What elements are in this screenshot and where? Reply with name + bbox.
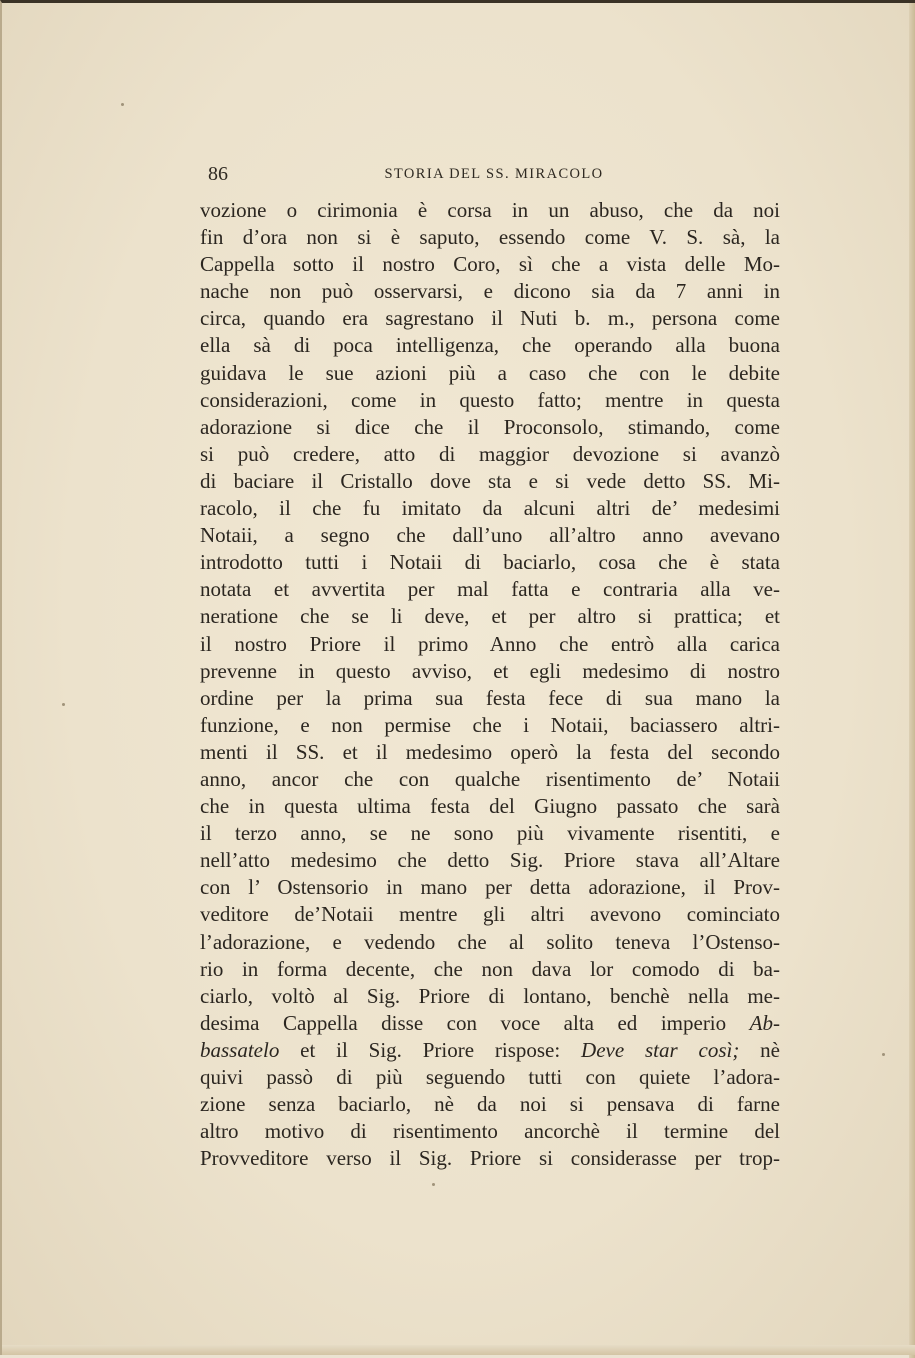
text-line: nell’atto medesimo che detto Sig. Priore stava all’Altare	[200, 848, 780, 873]
text-line: adorazione si dice che il Proconsolo, stimando, come	[200, 414, 780, 439]
running-title: STORIA DEL SS. MIRACOLO	[384, 166, 604, 182]
paper-speck	[882, 1053, 885, 1056]
text-line: ciarlo, voltò al Sig. Priore di lontano, benchè nella me-	[200, 983, 780, 1008]
text-line	[200, 1010, 780, 1037]
text-line: di baciare il Cristallo dove sta e si vede detto SS. Mi-	[200, 468, 780, 493]
text-segment: nè	[760, 1037, 780, 1062]
italic-phrase: Deve star così;	[581, 1037, 740, 1062]
text-segment: et il Sig. Priore rispose:	[300, 1037, 561, 1062]
text-line: ella sà di poca intelligenza, che operando alla buona	[200, 333, 780, 358]
text-line: nache non può osservarsi, e dicono sia da 7 anni in	[200, 279, 780, 304]
paper-speck	[121, 103, 124, 106]
text-line: menti il SS. et il medesimo operò la festa del secondo	[200, 739, 780, 764]
text-line: l’adorazione, e vedendo che al solito teneva l’Ostenso-	[200, 929, 780, 954]
text-line: racolo, il che fu imitato da alcuni altri de’ medesimi	[200, 496, 780, 521]
text-line: introdotto tutti i Notaii di baciarlo, cosa che è stata	[200, 550, 780, 575]
page-edge-right	[909, 3, 915, 1358]
text-line: altro motivo di risentimento ancorchè il termine del	[200, 1119, 780, 1144]
paper-speck	[62, 703, 65, 706]
text-line: rio in forma decente, che non dava lor comodo di ba-	[200, 956, 780, 981]
text-line: Notaii, a segno che dall’uno all’altro anno avevano	[200, 523, 780, 548]
text-line: prevenne in questo avviso, et egli medesimo di nostro	[200, 658, 780, 683]
italic-word: Ab-	[749, 1010, 780, 1035]
text-line	[200, 1037, 780, 1064]
text-line: veditore de’Notaii mentre gli altri avevono cominciato	[200, 902, 780, 927]
italic-word: bassatelo	[200, 1037, 280, 1062]
body-text	[200, 197, 780, 1172]
text-line: il nostro Priore il primo Anno che entrò alla carica	[200, 631, 780, 656]
text-line: fin d’ora non si è saputo, essendo come V. S. sà, la	[200, 225, 780, 250]
text-line: che in questa ultima festa del Giugno passato che sarà	[200, 794, 780, 819]
text-line: guidava le sue azioni più a caso che con le debite	[200, 360, 780, 385]
text-line: Cappella sotto il nostro Coro, sì che a vista delle Mo-	[200, 252, 780, 277]
text-line: notata et avvertita per mal fatta e contraria alla ve-	[200, 577, 780, 602]
text-line: si può credere, atto di maggior devozione si avanzò	[200, 441, 780, 466]
text-line: anno, ancor che con qualche risentimento de’ Notaii	[200, 766, 780, 791]
text-line: zione senza baciarlo, nè da noi si pensava di farne	[200, 1092, 780, 1117]
text-line: ordine per la prima sua festa fece di sua mano la	[200, 685, 780, 710]
text-line: considerazioni, come in questo fatto; mentre in questa	[200, 387, 780, 412]
text-line: Provveditore verso il Sig. Priore si considerasse per trop-	[200, 1146, 780, 1171]
page-header	[208, 163, 780, 187]
text-line: funzione, e non permise che i Notaii, baciassero altri-	[200, 712, 780, 737]
text-line: circa, quando era sagrestano il Nuti b. m., persona come	[200, 306, 780, 331]
text-line: vozione o cirimonia è corsa in un abuso, che da noi	[200, 198, 780, 222]
paper-speck	[432, 1183, 435, 1186]
text-line: neratione che se li deve, et per altro si prattica; et	[200, 604, 780, 629]
text-line: con l’ Ostensorio in mano per detta adorazione, il Prov-	[200, 875, 780, 900]
page-edge-bottom	[2, 1345, 915, 1355]
text-line: quivi passò di più seguendo tutti con quiete l’adora-	[200, 1065, 780, 1089]
text-line: il terzo anno, se ne sono più vivamente risentiti, e	[200, 821, 780, 846]
text-segment: desima Cappella disse con voce alta ed imperio	[200, 1010, 727, 1035]
page-number: 86	[208, 163, 228, 185]
